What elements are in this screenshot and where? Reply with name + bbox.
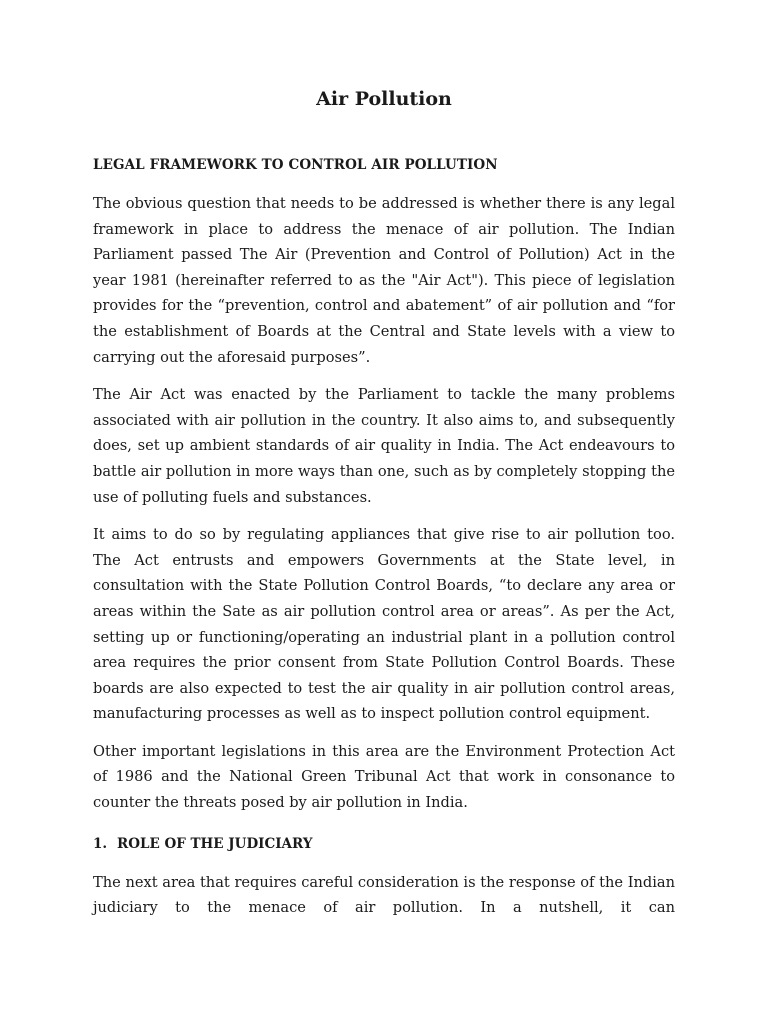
document-page — [93, 86, 675, 933]
document-title: Air Pollution — [316, 88, 452, 110]
paragraph: The next area that requires careful consideration is the response of the Indian judiciary to the menace of air pollution. In a nutshell, it can — [93, 873, 675, 917]
paragraph: It aims to do so by regulating appliances that give rise to air pollution too. The Act entrusts and empowers Governments at the State level, in consultation with the State Pollution Control Boards, “to declare any area or areas within the Sate as air pollution control area or areas”. As per the Act, setting up or functioning/operating an industrial plant in a pollution control area requires the prior consent from State Pollution Control Boards. These boards are also expected to test the air quality in air pollution control areas, manufacturing processes as well as to inspect pollution control equipment. — [93, 526, 675, 723]
paragraph: Other important legislations in this area are the Environment Protection Act of 1986 and the National Green Tribunal Act that work in consonance to counter the threats posed by air pollution in India. — [93, 742, 675, 812]
section-heading-legal-framework: LEGAL FRAMEWORK TO CONTROL AIR POLLUTION — [93, 157, 498, 173]
paragraph: The obvious question that needs to be addressed is whether there is any legal framework in place to address the menace of air pollution. The Indian Parliament passed The Air (Prevention and Control of Pollution) Act in the year 1981 (hereinafter referred to as the "Air Act"). This piece of legislation provides for the “prevention, control and abatement” of air pollution and “for the establishment of Boards at the Central and State levels with a view to carrying out the aforesaid purposes”. — [93, 195, 675, 366]
section-number: 1. — [93, 835, 108, 852]
paragraph: The Air Act was enacted by the Parliament to tackle the many problems associated with air pollution in the country. It also aims to, and subsequently does, set up ambient standards of air quality in India. The Act endeavours to battle air pollution in more ways than one, such as by completely stopping the use of polluting fuels and substances. — [93, 386, 675, 506]
section-heading-judiciary — [93, 834, 675, 854]
section-heading-text: ROLE OF THE JUDICIARY — [117, 835, 313, 852]
